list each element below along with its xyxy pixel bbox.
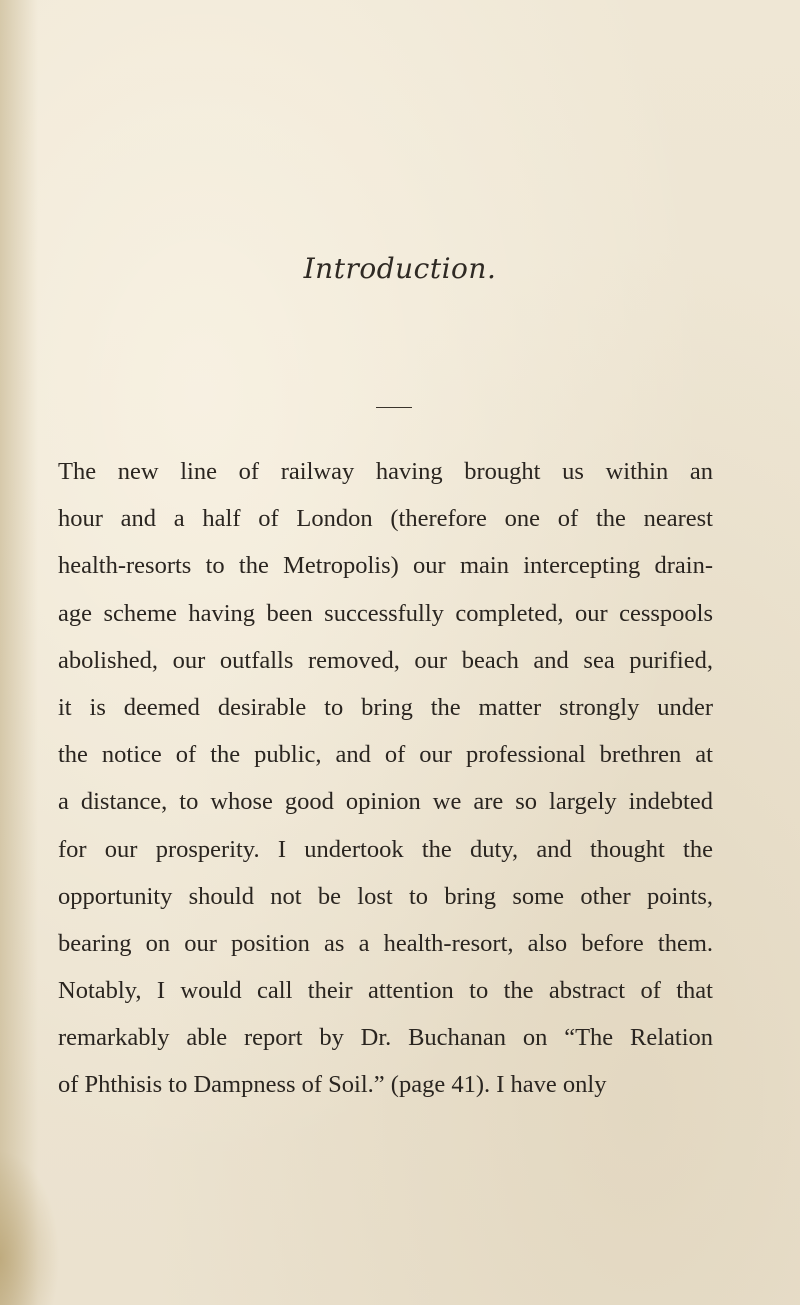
corner-stain — [0, 1150, 60, 1305]
text-line: hour and a half of London (therefore one of the nearest — [58, 505, 713, 533]
text-line: opportunity should not be lost to bring some other points, — [58, 882, 713, 910]
text-line: The new line of railway having brought us within an — [58, 458, 713, 485]
text-line: of Phthisis to Dampness of Soil.” (page 41). I have only — [58, 1071, 607, 1099]
chapter-heading: Introduction. — [303, 252, 497, 285]
heading-rule — [376, 407, 412, 408]
text-line: health-resorts to the Metropolis) our main intercepting drain- — [58, 552, 713, 580]
text-line: Notably, I would call their attention to the abstract of that — [58, 977, 713, 1005]
text-line: the notice of the public, and of our professional brethren at — [58, 741, 713, 769]
body-text — [58, 448, 713, 1109]
text-line: a distance, to whose good opinion we are so largely indebted — [58, 788, 713, 816]
text-line: remarkably able report by Dr. Buchanan on “The Relation — [58, 1024, 713, 1052]
text-line: it is deemed desirable to bring the matter strongly under — [58, 693, 713, 721]
text-line: abolished, our outfalls removed, our beach and sea purified, — [58, 646, 713, 674]
text-line: bearing on our position as a health-resort, also before them. — [58, 929, 713, 957]
text-line: for our prosperity. I undertook the duty, and thought the — [58, 835, 713, 863]
page-edge-stain — [0, 0, 38, 1305]
text-line: age scheme having been successfully completed, our cesspools — [58, 599, 713, 627]
